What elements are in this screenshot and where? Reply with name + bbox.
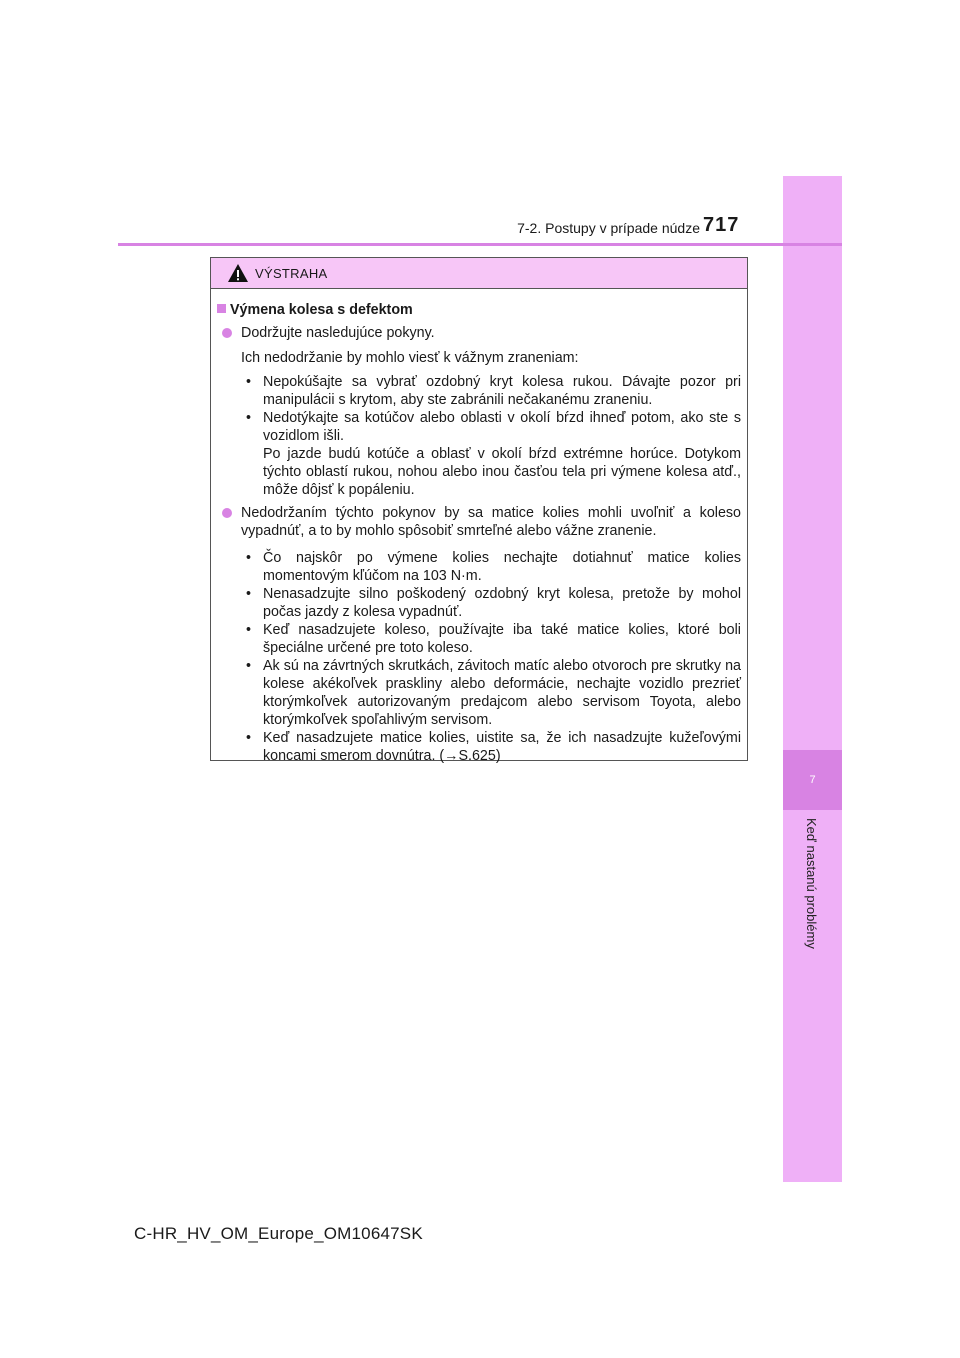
warning-section-title-text: Výmena kolesa s defektom — [230, 302, 413, 318]
warning-point-text: Čo najskôr po výmene kolies nechajte dotiahnuť matice kolies momentovým kľúčom na 103 N·m. — [263, 550, 741, 584]
square-bullet-icon — [217, 304, 226, 313]
dot-bullet-icon: • — [246, 658, 252, 674]
warning-point — [241, 373, 741, 409]
document-id: C-HR_HV_OM_Europe_OM10647SK — [134, 1224, 423, 1243]
warning-point-text: Keď nasadzujete koleso, používajte iba také matice kolies, ktoré boli špeciálne určené pre toto koleso. — [263, 622, 741, 656]
warning-section-title — [217, 301, 741, 319]
warning-item-subtext: Ich nedodržanie by mohlo viesť k vážnym zraneniam: — [241, 350, 579, 366]
section-title: 7-2. Postupy v prípade núdze — [517, 220, 700, 236]
warning-point — [241, 585, 741, 621]
warning-point — [241, 657, 741, 729]
warning-point — [241, 621, 741, 657]
warning-triangle-icon — [227, 263, 249, 283]
warning-point-text: Nenasadzujte silno poškodený ozdobný kryt kolesa, pretože by mohol počas jazdy z kolesa vypadnúť. — [263, 586, 741, 620]
dot-bullet-icon: • — [246, 730, 252, 746]
warning-point-list — [217, 549, 741, 765]
warning-point-text: Keď nasadzujete matice kolies, uistite sa, že ich nasadzujte kužeľovými koncami smerom dovnútra. (→S.625) — [263, 730, 741, 764]
warning-body — [211, 289, 747, 765]
chapter-side-tab — [783, 176, 842, 1182]
circle-bullet-icon — [222, 328, 232, 338]
spacer — [217, 540, 741, 549]
warning-point-text: Ak sú na závrtných skrutkách, závitoch matíc alebo otvoroch pre skrutky na kolese akékoľvek praskliny alebo deformácie, nechajte vozidlo prezrieť ktorýmkoľvek autorizovaným predajcom alebo servisom Toyota, alebo ktorýmkoľvek spoľahlivým servisom. — [263, 658, 741, 728]
warning-item-text: Nedodržaním týchto pokynov by sa matice kolies mohli uvoľniť a koleso vypadnúť, a to by mohlo spôsobiť smrteľné alebo vážne zranenie. — [241, 505, 741, 539]
chapter-number-tab — [783, 750, 842, 810]
circle-bullet-icon — [222, 508, 232, 518]
warning-point — [241, 549, 741, 585]
chapter-number: 7 — [809, 774, 816, 786]
warning-point — [241, 729, 741, 765]
dot-bullet-icon: • — [246, 622, 252, 638]
warning-item — [217, 504, 741, 540]
warning-item-text: Dodržujte nasledujúce pokyny. — [241, 325, 435, 341]
warning-point-list — [217, 373, 741, 499]
page-number: 717 — [703, 214, 740, 236]
warning-point-continuation: Po jazde budú kotúče a oblasť v okolí bŕzd extrémne horúce. Dotykom týchto oblastí rukou, nohou alebo inou časťou tela pri výmene kolesa atď., môže dôjsť k popáleniu. — [263, 446, 741, 498]
header-divider — [118, 243, 842, 246]
warning-box — [210, 257, 748, 764]
warning-point-text: Nedotýkajte sa kotúčov alebo oblasti v okolí bŕzd ihneď potom, ako ste s vozidlom išli. — [263, 410, 741, 444]
warning-header — [211, 258, 747, 289]
dot-bullet-icon: • — [246, 410, 252, 426]
dot-bullet-icon: • — [246, 550, 252, 566]
warning-item — [217, 324, 741, 342]
dot-bullet-icon: • — [246, 374, 252, 390]
warning-point — [241, 409, 741, 499]
chapter-title: Keď nastanú problémy — [804, 818, 819, 949]
warning-title: VÝSTRAHA — [255, 265, 328, 281]
dot-bullet-icon: • — [246, 586, 252, 602]
warning-point-text: Nepokúšajte sa vybrať ozdobný kryt kolesa rukou. Dávajte pozor pri manipulácii s krytom, aby ste zabránili nečakanému zraneniu. — [263, 374, 741, 408]
